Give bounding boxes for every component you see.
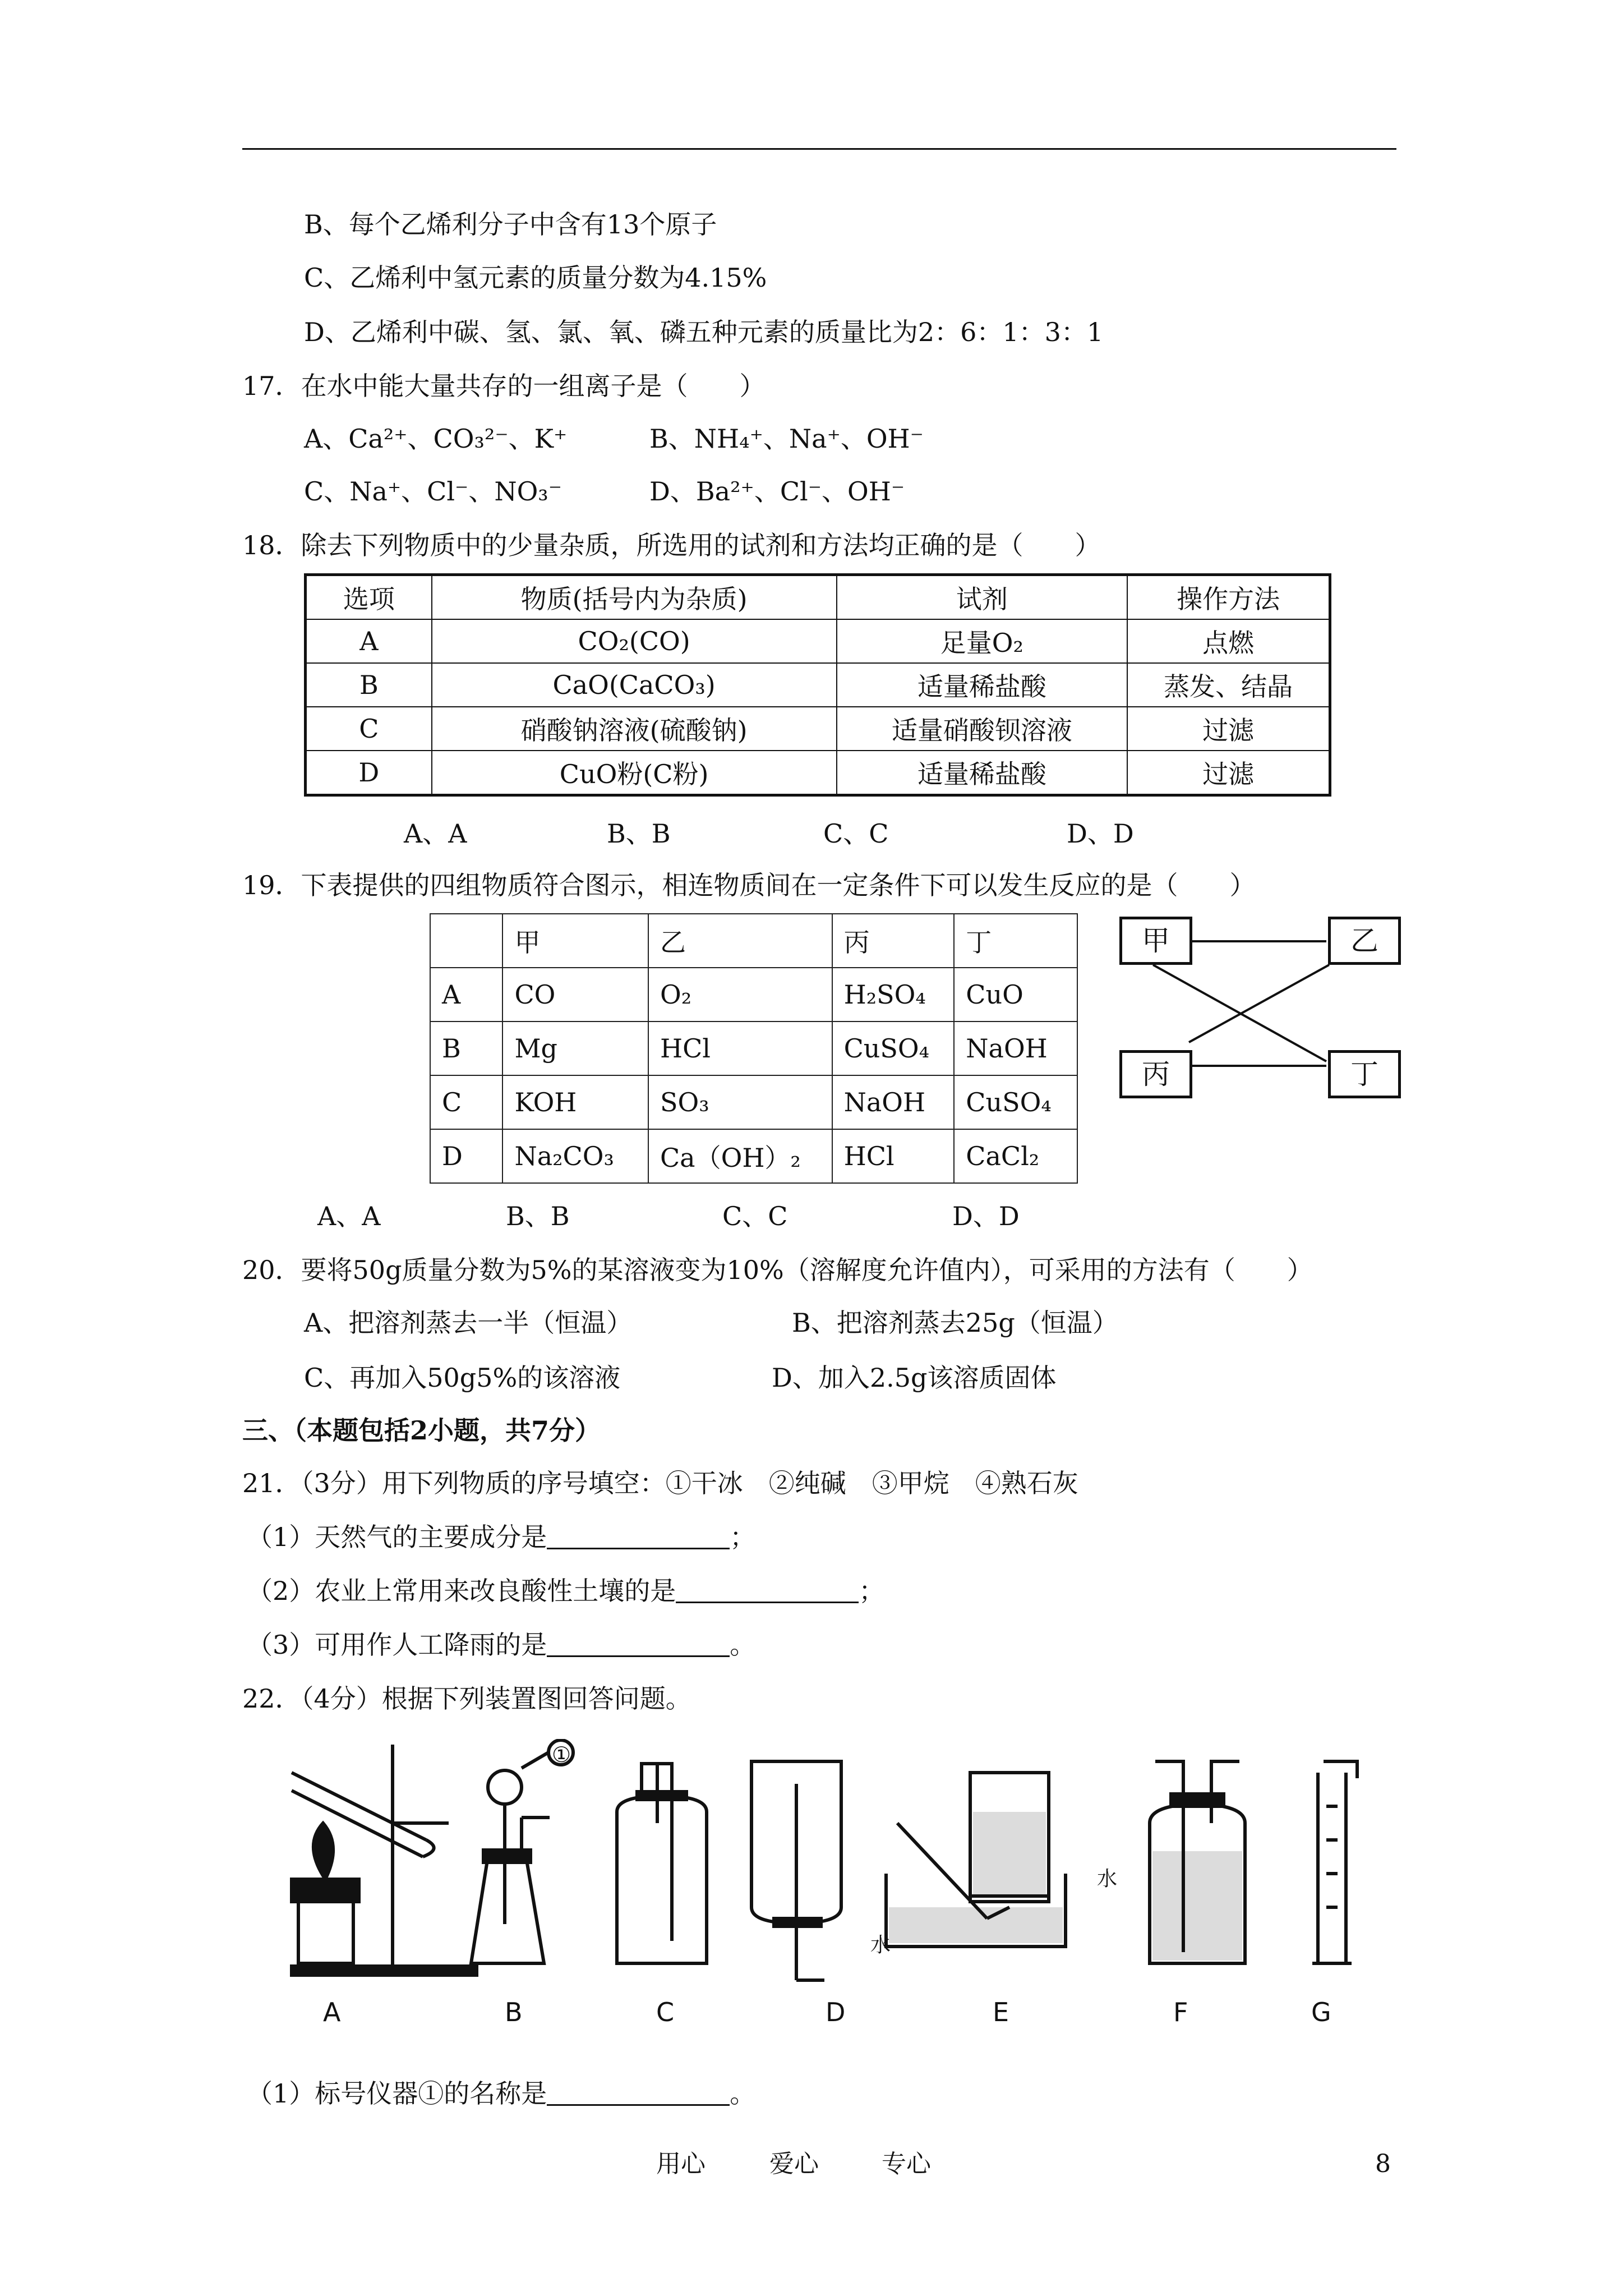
footer-left: 用心 [656, 2150, 706, 2178]
q19-option-d: D、D [952, 1201, 1020, 1231]
table-cell: D [306, 751, 432, 795]
q21-part2 [247, 1574, 884, 1608]
footer-right: 专心 [882, 2150, 931, 2178]
table-row [430, 1129, 1077, 1183]
q16-option-d: D、乙烯利中碳、氢、氯、氧、磷五种元素的质量比为2：6：1：3：1 [304, 317, 1104, 347]
header-rule [242, 148, 1396, 150]
table-row [306, 663, 1330, 707]
table-header-cell: 甲 [502, 914, 648, 968]
q22-part1 [247, 2077, 755, 2110]
table-cell: B [430, 1022, 502, 1075]
footer-mid: 爱心 [769, 2150, 819, 2178]
table-row [430, 1075, 1077, 1129]
q18-option-d: D、D [1067, 818, 1134, 849]
table-row [306, 707, 1330, 751]
table-row [306, 619, 1330, 663]
q19-option-c: C、C [722, 1201, 788, 1231]
table-cell: 足量O₂ [837, 619, 1128, 663]
q21-stem: 21．（3分）用下列物质的序号填空：①干冰 ②纯碱 ③甲烷 ④熟石灰 [242, 1468, 1078, 1498]
table-cell: NaOH [954, 1022, 1077, 1075]
table-cell: HCl [832, 1129, 955, 1183]
diagram-box-jia: 甲 [1119, 917, 1192, 965]
diagram-box-yi: 乙 [1328, 917, 1401, 965]
q22-part1-end: 。 [730, 2078, 756, 2109]
q19-table [430, 913, 1078, 1184]
table-cell: 点燃 [1127, 619, 1330, 663]
apparatus-label: D [826, 1997, 846, 2027]
table-cell: O₂ [648, 968, 832, 1022]
q19-option-a: A、A [317, 1201, 381, 1231]
table-cell: H₂SO₄ [832, 968, 955, 1022]
answer-blank[interactable] [547, 1522, 730, 1549]
q21-part1-text: （1）天然气的主要成分是 [247, 1522, 547, 1552]
apparatus-d-inverted-bottle [751, 1761, 841, 1980]
table-cell: 过滤 [1127, 751, 1330, 795]
table-cell: CaCl₂ [954, 1129, 1077, 1183]
connector-line [1189, 965, 1329, 1042]
table-header-row [306, 575, 1330, 620]
q16-option-b: B、每个乙烯利分子中含有13个原子 [304, 209, 717, 240]
table-cell: 硝酸钠溶液(硫酸钠) [432, 707, 837, 751]
table-cell: CuSO₄ [954, 1075, 1077, 1129]
apparatus-label: F [1173, 1997, 1188, 2027]
q18-option-a: A、A [404, 818, 467, 849]
table-cell: HCl [648, 1022, 832, 1075]
apparatus-a-iron-stand [292, 1745, 477, 1975]
table-cell: D [430, 1129, 502, 1183]
marker-label: ① [552, 1742, 571, 1767]
table-cell: 适量稀盐酸 [837, 663, 1128, 707]
apparatus-c-gas-bottle [617, 1764, 707, 1963]
q20-stem: 20．要将50g质量分数为5%的某溶液变为10%（溶解度允许值内），可采用的方法有（ ） [242, 1255, 1313, 1285]
section-heading: 三、（本题包括2小题，共7分） [242, 1415, 601, 1446]
q18-stem: 18．除去下列物质中的少量杂质，所选用的试剂和方法均正确的是（ ） [242, 530, 1101, 560]
table-cell: C [306, 707, 432, 751]
table-cell: A [430, 968, 502, 1022]
table-cell: CuSO₄ [832, 1022, 955, 1075]
apparatus-label: E [993, 1997, 1009, 2027]
q20-option-c: C、再加入50g5%的该溶液 [304, 1363, 621, 1393]
answer-blank[interactable] [547, 2078, 730, 2106]
q19-option-b: B、B [506, 1201, 570, 1231]
table-cell: 过滤 [1127, 707, 1330, 751]
table-cell: CaO(CaCO₃) [432, 663, 837, 707]
table-header-cell: 丁 [954, 914, 1077, 968]
table-cell: B [306, 663, 432, 707]
table-header-cell: 乙 [648, 914, 832, 968]
q21-part3-end: 。 [730, 1630, 756, 1660]
q20-option-a: A、把溶剂蒸去一半（恒温） [304, 1308, 633, 1338]
diagram-box-bing: 丙 [1119, 1050, 1192, 1098]
q17-option-a: A、Ca²⁺、CO₃²⁻、K⁺ [304, 424, 568, 454]
page-number: 8 [1375, 2150, 1391, 2178]
q18-option-c: C、C [823, 818, 889, 849]
apparatus-label: B [505, 1997, 523, 2027]
q22-apparatus-diagram [258, 1739, 1380, 2008]
table-header-cell: 操作方法 [1127, 575, 1330, 620]
table-header-cell: 选项 [306, 575, 432, 620]
table-header-cell [430, 914, 502, 968]
apparatus-label: A [323, 1997, 341, 2027]
q21-part2-end: ； [859, 1576, 885, 1606]
diagram-box-ding: 丁 [1328, 1050, 1401, 1098]
q17-option-c: C、Na⁺、Cl⁻、NO₃⁻ [304, 476, 562, 507]
q20-option-b: B、把溶剂蒸去25g（恒温） [792, 1308, 1118, 1338]
q22-stem: 22．（4分）根据下列装置图回答问题。 [242, 1683, 691, 1714]
table-header-row [430, 914, 1077, 968]
answer-blank[interactable] [676, 1576, 859, 1603]
answer-blank[interactable] [547, 1630, 730, 1657]
q17-stem: 17．在水中能大量共存的一组离子是（ ） [242, 371, 766, 401]
table-cell: A [306, 619, 432, 663]
table-cell: CuO [954, 968, 1077, 1022]
q17-option-d: D、Ba²⁺、Cl⁻、OH⁻ [649, 476, 905, 507]
table-row [430, 968, 1077, 1022]
q21-part1-end: ； [730, 1522, 756, 1552]
q22-part1-text: （1）标号仪器①的名称是 [247, 2078, 547, 2109]
apparatus-g-graduated-cylinder [1312, 1761, 1357, 1963]
water-label-e: 水 [870, 1934, 891, 1957]
q20-option-d: D、加入2.5g该溶质固体 [772, 1363, 1057, 1393]
q21-part3 [247, 1628, 755, 1662]
apparatus-label: C [656, 1997, 675, 2027]
table-cell: NaOH [832, 1075, 955, 1129]
table-header-cell: 试剂 [837, 575, 1128, 620]
table-row [306, 751, 1330, 795]
table-cell: Na₂CO₃ [502, 1129, 648, 1183]
apparatus-label: G [1311, 1997, 1331, 2027]
q18-option-b: B、B [607, 818, 671, 849]
table-cell: Mg [502, 1022, 648, 1075]
table-cell: KOH [502, 1075, 648, 1129]
q21-part3-text: （3）可用作人工降雨的是 [247, 1630, 547, 1660]
table-cell: CO₂(CO) [432, 619, 837, 663]
water-label-f: 水 [1097, 1867, 1118, 1890]
table-cell: CO [502, 968, 648, 1022]
table-header-cell: 丙 [832, 914, 955, 968]
q21-part2-text: （2）农业上常用来改良酸性土壤的是 [247, 1576, 676, 1606]
table-row [430, 1022, 1077, 1075]
q21-part1 [247, 1520, 755, 1554]
q19-stem: 19．下表提供的四组物质符合图示，相连物质间在一定条件下可以发生反应的是（ ） [242, 870, 1256, 900]
table-cell: Ca（OH）₂ [648, 1129, 832, 1183]
q18-table [304, 573, 1331, 797]
table-cell: 蒸发、结晶 [1127, 663, 1330, 707]
table-cell: C [430, 1075, 502, 1129]
q16-option-c: C、乙烯利中氢元素的质量分数为4.15% [304, 263, 767, 293]
apparatus-b-flask-funnel [471, 1740, 573, 1963]
table-cell: CuO粉(C粉) [432, 751, 837, 795]
table-cell: 适量稀盐酸 [837, 751, 1128, 795]
table-header-cell: 物质(括号内为杂质) [432, 575, 837, 620]
table-cell: 适量硝酸钡溶液 [837, 707, 1128, 751]
table-cell: SO₃ [648, 1075, 832, 1129]
q17-option-b: B、NH₄⁺、Na⁺、OH⁻ [649, 424, 924, 454]
